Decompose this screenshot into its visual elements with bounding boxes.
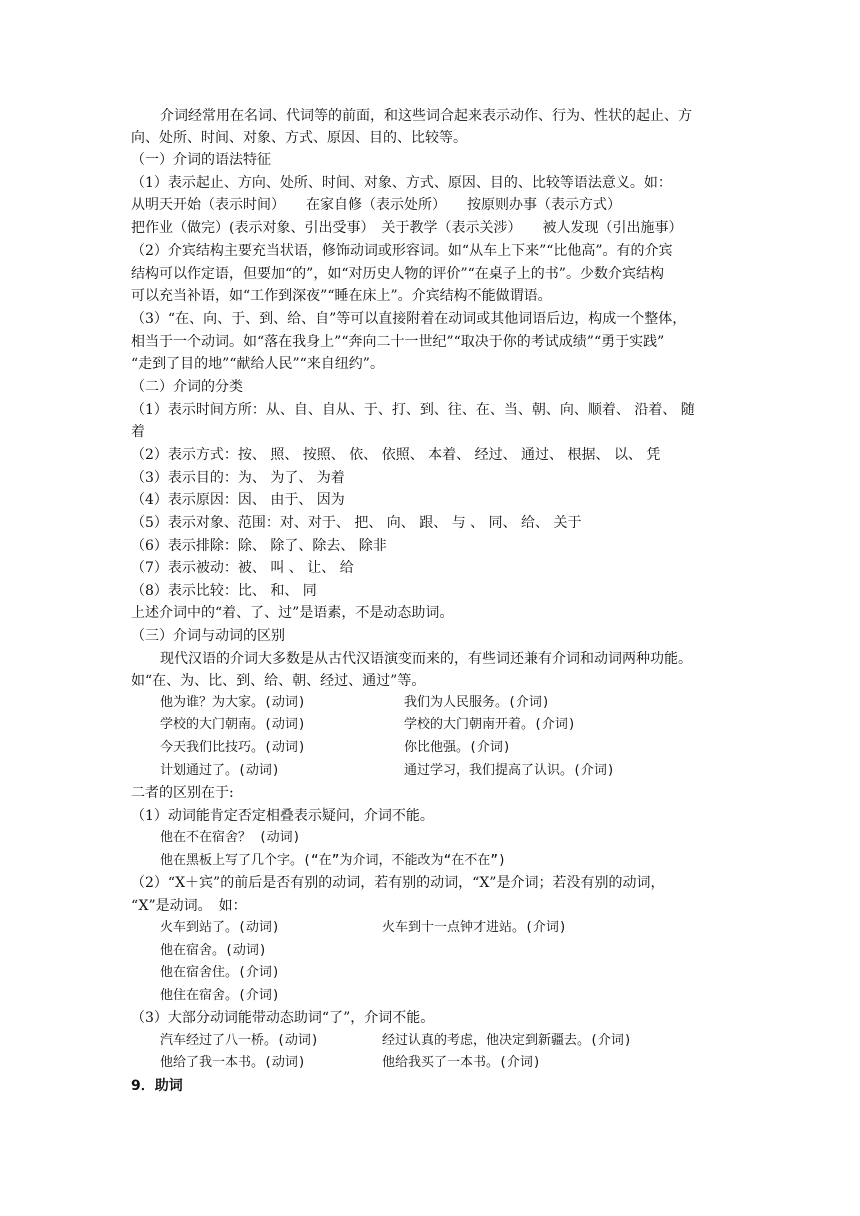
next-section-heading: 9．助词 (131, 1078, 183, 1094)
example-verb: 学校的大门朝南。(动词) (160, 717, 306, 732)
feature-3-line-3: “走到了目的地”“献给人民”“来自纽约”。 (131, 356, 384, 372)
section-3-line-2: 如“在、为、比、到、给、朝、经过、通过”等。 (131, 673, 426, 689)
difference-3-example-verb: 汽车经过了八一桥。(动词) (160, 1033, 319, 1048)
section-3-line-1: 现代汉语的介词大多数是从古代汉语演变而来的，有些词还兼有介词和动词两种功能。 (160, 651, 692, 667)
class-1-line-1: （1）表示时间方所：从、自、自从、于、打、到、往、在、当、朝、向、顺着、 沿着、 随 (131, 402, 695, 418)
feature-1-example-2: 把作业（做完）(表示对象、引出受事） 关于教学（表示关涉） 被人发现（引出施事） (131, 220, 683, 236)
difference-1-example-2: 他在黑板上写了几个字。(“在”为介词，不能改为“在不在”) (160, 853, 506, 868)
feature-2-line-2: 结构可以作定语，但要加“的”，如“对历史人物的评价”“在桌子上的书”。少数介宾结构 (131, 266, 664, 282)
difference-3-example-verb: 他给了我一本书。(动词) (160, 1055, 306, 1070)
intro-line-1: 介词经常用在名词、代词等的前面，和这些词合起来表示动作、行为、性状的起止、方 (160, 108, 692, 124)
difference-2-line-2: “X”是动词。 如： (131, 898, 247, 914)
example-verb: 今天我们比技巧。(动词) (160, 740, 306, 755)
class-8: （8）表示比较：比、 和、 同 (131, 583, 317, 599)
feature-2-line-1: （2）介宾结构主要充当状语，修饰动词或形容词。如“从车上下来”“比他高”。有的介宾 (131, 243, 673, 259)
example-preposition: 通过学习，我们提高了认识。(介词) (404, 763, 615, 778)
class-7: （7）表示被动：被、 叫 、 让、 给 (131, 560, 354, 576)
section-3-title: （三）介词与动词的区别 (131, 628, 285, 644)
feature-1: （1）表示起止、方向、处所、时间、对象、方式、原因、目的、比较等语法意义。如： (131, 175, 672, 191)
intro-line-2: 向、处所、时间、对象、方式、原因、目的、比较等。 (131, 130, 467, 146)
difference-1: （1）动词能肯定否定相叠表示疑问，介词不能。 (131, 808, 434, 824)
section-1-title: （一）介词的语法特征 (131, 152, 271, 168)
difference-2-example-2: 他在宿舍。(动词) (160, 943, 267, 958)
difference-3-example-preposition: 他给我买了一本书。(介词) (382, 1055, 541, 1070)
difference-title: 二者的区别在于: (131, 785, 234, 801)
difference-1-example-1: 他在不在宿舍？ (动词) (160, 830, 301, 845)
example-verb: 计划通过了。(动词) (160, 763, 280, 778)
difference-2-example-preposition: 火车到十一点钟才进站。(介词) (382, 920, 567, 935)
class-4: （4）表示原因：因、 由于、 因为 (131, 492, 345, 508)
example-verb: 他为谁？为大家。(动词) (160, 695, 306, 710)
example-preposition: 你比他强。(介词) (404, 740, 511, 755)
section-2-title: （二）介词的分类 (131, 379, 243, 395)
class-3: （3）表示目的：为、 为了、 为着 (131, 470, 345, 486)
class-note: 上述介词中的“着、了、过”是语素，不是动态助词。 (131, 605, 454, 621)
class-1-line-2: 着 (131, 424, 145, 440)
feature-2-line-3: 可以充当补语，如“工作到深夜”“睡在床上”。介宾结构不能做谓语。 (131, 288, 552, 304)
difference-2-line-1: （2）“X＋宾”的前后是否有别的动词，若有别的动词，“X”是介词；若没有别的动词， (131, 875, 665, 891)
class-5: （5）表示对象、范围：对、对于、 把、 向、 跟、 与 、 同、 给、 关于 (131, 515, 582, 531)
feature-1-example-1: 从明天开始（表示时间） 在家自修（表示处所） 按原则办事（表示方式） (131, 197, 621, 213)
difference-3: （3）大部分动词能带动态助词“了”，介词不能。 (131, 1010, 435, 1026)
feature-3-line-1: （3）“在、向、于、到、给、自”等可以直接附着在动词或其他词语后边，构成一个整体， (131, 311, 687, 327)
class-2: （2）表示方式：按、 照、 按照、 依、 依照、 本着、 经过、 通过、 根据、 以、 凭 (131, 447, 661, 463)
difference-2-example-verb: 火车到站了。(动词) (160, 920, 280, 935)
example-preposition: 我们为人民服务。(介词) (404, 695, 550, 710)
difference-2-example-4: 他住在宿舍。(介词) (160, 988, 280, 1003)
class-6: （6）表示排除：除、 除了、除去、 除非 (131, 538, 387, 554)
feature-3-line-2: 相当于一个动词。如“落在我身上”“奔向二十一世纪”“取决于你的考试成绩”“勇于实践” (131, 334, 665, 350)
difference-2-example-3: 他在宿舍住。(介词) (160, 965, 280, 980)
difference-3-example-preposition: 经过认真的考虑，他决定到新疆去。(介词) (382, 1033, 632, 1048)
example-preposition: 学校的大门朝南开着。(介词) (404, 717, 576, 732)
